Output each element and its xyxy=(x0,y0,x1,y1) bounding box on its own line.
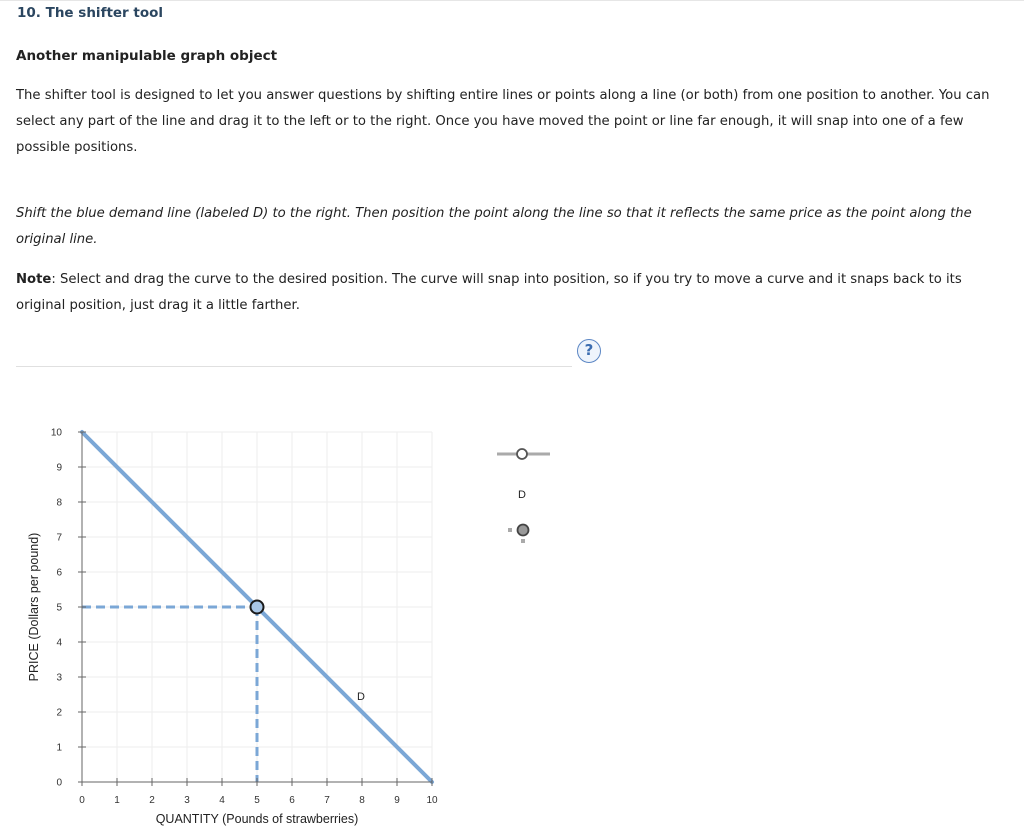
y-tick-label: 10 xyxy=(50,427,62,439)
instruction-paragraph: Shift the blue demand line (labeled D) to the right. Then position the point along the line so that it reflects the same price as the point along the original line. xyxy=(16,206,972,247)
x-axis-label: QUANTITY (Pounds of strawberries) xyxy=(155,812,359,826)
shifter-palette[interactable] xyxy=(497,449,550,543)
x-tick-label: 7 xyxy=(324,795,330,806)
y-tick-label: 9 xyxy=(56,462,62,474)
shifter-line-handle[interactable] xyxy=(517,449,527,459)
point-guides xyxy=(82,607,257,782)
y-tick-label: 6 xyxy=(56,567,62,579)
y-tick-label: 4 xyxy=(56,637,62,649)
y-tick-labels xyxy=(51,428,63,789)
y-tick-label: 8 xyxy=(56,497,62,509)
demand-point[interactable] xyxy=(251,601,264,614)
x-tick-label: 9 xyxy=(394,795,400,806)
x-tick-label: 3 xyxy=(184,795,190,806)
shifter-line-label: D xyxy=(518,489,526,501)
y-axis-label: PRICE (Dollars per pound) xyxy=(27,532,41,682)
question-title: 10. The shifter tool xyxy=(17,5,164,21)
x-tick-label: 2 xyxy=(149,795,155,806)
y-tick-label: 0 xyxy=(56,777,62,789)
y-tick-label: 3 xyxy=(56,672,62,684)
x-tick-labels xyxy=(79,795,438,806)
note-text: : Select and drag the curve to the desired position. The curve will snap into position, so if you try to move a curve and it snaps back to its original position, just drag it a little farther. xyxy=(16,272,962,313)
point-guide-icon-h xyxy=(508,528,512,532)
y-tick-label: 1 xyxy=(56,742,62,754)
x-tick-label: 5 xyxy=(254,795,260,806)
intro-paragraph: The shifter tool is designed to let you answer questions by shifting entire lines or points along a line (or both) from one position to another. You can select any part of the line and drag it to the left or to the right. Once you have moved the point or line far enough, it will snap into one of a few possible positions. xyxy=(16,88,990,155)
y-tick-label: 7 xyxy=(56,532,62,544)
x-tick-label: 6 xyxy=(289,795,295,806)
demand-label: D xyxy=(357,690,365,703)
help-icon[interactable]: ? xyxy=(577,339,601,363)
x-tick-label: 0 xyxy=(79,795,85,806)
y-tick-label: 5 xyxy=(56,602,62,614)
y-tick-label: 2 xyxy=(56,707,62,719)
x-tick-label: 8 xyxy=(359,795,365,806)
point-tool-icon[interactable] xyxy=(518,525,529,536)
x-tick-label: 4 xyxy=(219,795,225,806)
note-label: Note xyxy=(16,272,52,287)
point-guide-icon-v xyxy=(521,539,525,543)
x-tick-label: 1 xyxy=(114,795,120,806)
section-heading: Another manipulable graph object xyxy=(16,48,278,64)
x-tick-label: 10 xyxy=(426,795,438,806)
